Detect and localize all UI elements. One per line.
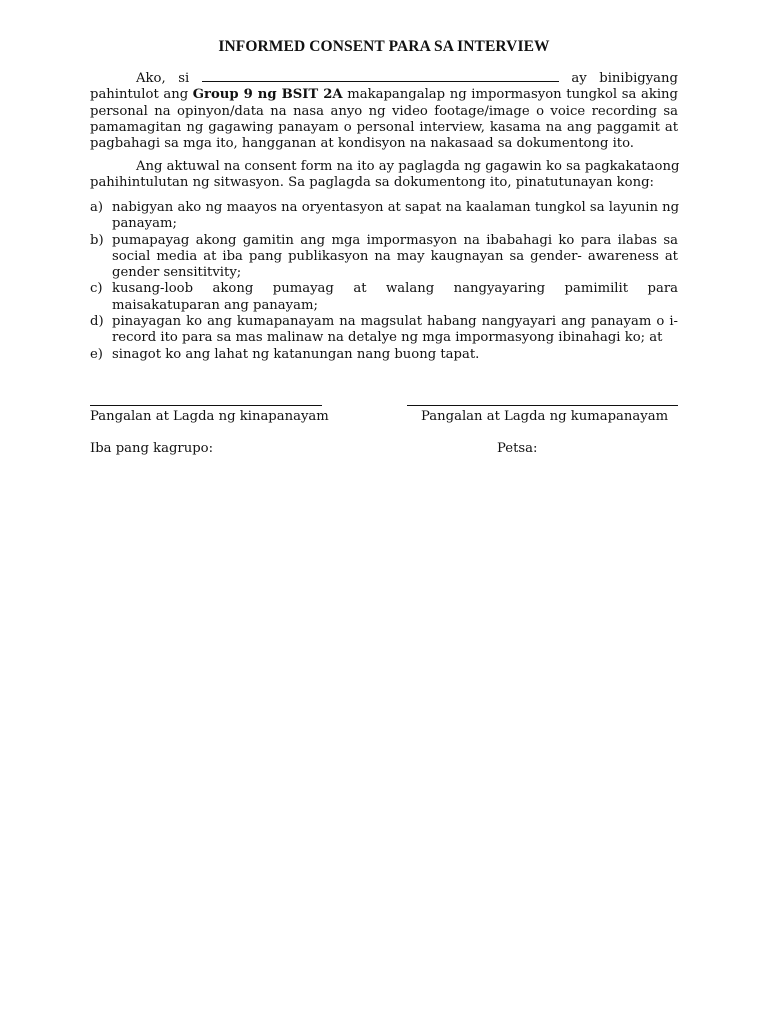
signature-line-interviewee xyxy=(90,405,322,406)
paragraph-consent-intro xyxy=(90,69,678,152)
list-marker: c) xyxy=(90,281,103,297)
signature-line-interviewer xyxy=(407,405,678,406)
signature-label-interviewer: Pangalan at Lagda ng kumapanayam xyxy=(421,409,669,424)
list-marker: b) xyxy=(90,232,104,248)
paragraph-line xyxy=(90,69,678,87)
signature-label-interviewee: Pangalan at Lagda ng kinapanayam xyxy=(90,409,329,424)
text-ay-binibigyang: ay binibigyang xyxy=(571,71,678,86)
list-item xyxy=(90,314,678,347)
list-item-line: record ito para sa mas malinaw na detalye ng mga impormasyong ibinahagi ko; at xyxy=(112,330,663,346)
list-item-line: pinayagan ko ang kumapanayam na magsulat habang nangyayari ang panayam o i- xyxy=(112,314,678,330)
paragraph-line: pamamagitan ng gagawing panayam o personal interview, kasama na ang paggamit at xyxy=(90,119,678,135)
paragraph-line: pahihintulutan ng sitwasyon. Sa paglagda sa dokumentong ito, pinatutunayan kong: xyxy=(90,175,654,191)
paragraph-consent-statement xyxy=(90,159,678,192)
paragraph-line: personal na opinyon/data na nasa anyo ng video footage/image o voice recording sa xyxy=(90,103,678,119)
paragraph-line: Ang aktuwal na consent form na ito ay paglagda ng gagawin ko sa pagkakataong xyxy=(136,159,680,174)
list-marker: a) xyxy=(90,200,104,215)
list-item xyxy=(90,233,678,282)
group-name-bold: Group 9 ng BSIT 2A xyxy=(192,87,343,103)
list-item-line: panayam; xyxy=(112,216,177,232)
list-item-line: maisakatuparan ang panayam; xyxy=(112,297,318,313)
date-label: Petsa: xyxy=(497,441,538,456)
list-item-line: nabigyan ako ng maayos na oryentasyon at sapat na kaalaman tungkol sa layunin ng xyxy=(112,200,680,215)
other-groupmates-label: Iba pang kagrupo: xyxy=(90,441,214,456)
list-item-line: kusang-loob akong pumayag at walang nangyayaring pamimilit para xyxy=(112,281,678,297)
text-ako-si: Ako, si xyxy=(136,71,190,86)
paragraph-line xyxy=(90,87,678,103)
list-item-line: pumapayag akong gamitin ang mga impormasyon na ibabahagi ko para ilabas sa xyxy=(112,232,678,248)
text-pahintulot: pahintulot ang xyxy=(90,87,189,103)
paragraph-line: pagbahagi sa mga ito, hangganan at kondisyon na nakasaad sa dokumentong ito. xyxy=(90,136,634,152)
name-blank-line xyxy=(202,69,559,82)
text-makapangalap: makapangalap ng impormasyon tungkol sa aking xyxy=(347,87,678,103)
list-marker: e) xyxy=(90,346,103,362)
list-item xyxy=(90,200,678,233)
list-item xyxy=(90,347,678,363)
document-title: INFORMED CONSENT PARA SA INTERVIEW xyxy=(218,38,550,55)
list-item xyxy=(90,281,678,314)
list-item-line: sinagot ko ang lahat ng katanungan nang buong tapat. xyxy=(112,346,480,362)
list-item-line: gender sensititvity; xyxy=(112,265,242,281)
list-item-line: social media at iba pang publikasyon na may kaugnayan sa gender- awareness at xyxy=(112,248,678,264)
list-marker: d) xyxy=(90,314,104,330)
consent-items-list xyxy=(90,200,678,363)
